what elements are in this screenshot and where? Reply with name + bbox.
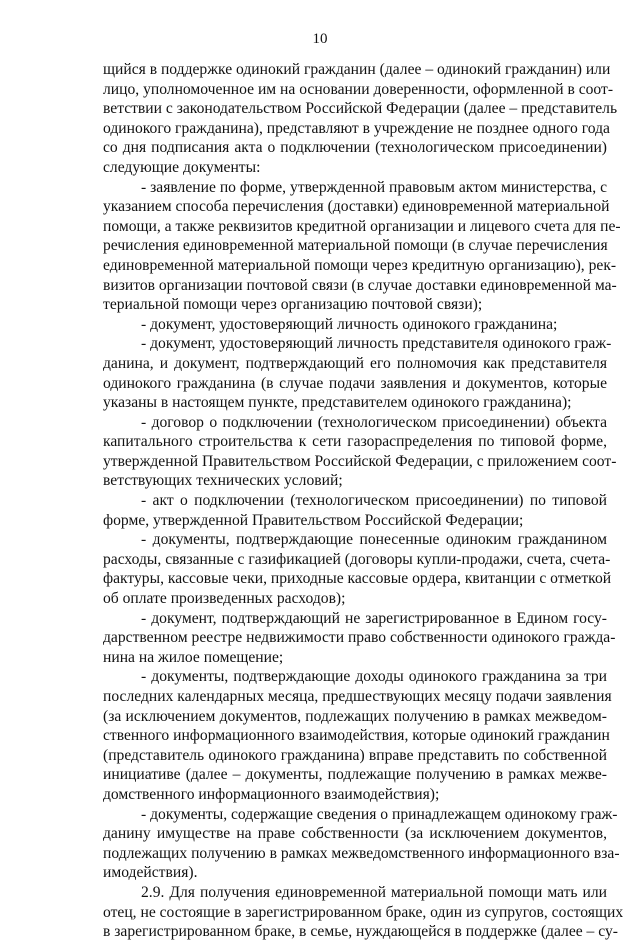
text-line: указанием способа перечисления (доставки) единовременной материальной <box>103 198 610 216</box>
text-line: в зарегистрированном браке, в семье, нуждающейся в поддержке (далее – су- <box>103 923 618 941</box>
text-line: указаны в настоящем пункте, представителем одинокого гражданина); <box>103 394 572 412</box>
text-line: помощи, а также реквизитов кредитной организации и лицевого счета для пе- <box>103 217 621 235</box>
text-line: (за исключением документов, подлежащих получению в рамках межведом- <box>103 707 607 725</box>
text-line: домственного информационного взаимодействия); <box>103 785 440 803</box>
text-line: ветствии с законодательством Российской Федерации (далее – представитель <box>103 100 618 118</box>
text-line: данина, и документ, подтверждающий его полномочия как представителя <box>103 354 607 372</box>
text-line: следующие документы: <box>103 158 261 176</box>
text-line: расходы, связанные с газификацией (договоры купли-продажи, счета, счета- <box>103 550 611 568</box>
text-line: одинокого гражданина (в случае подачи заявления и документов, которые <box>103 374 607 392</box>
text-line: - договор о подключении (технологическом присоединении) объекта <box>141 413 607 431</box>
text-line: - документ, удостоверяющий личность одинокого гражданина; <box>141 315 558 333</box>
text-line: единовременной материальной помощи через кредитную организацию), рек- <box>103 256 617 274</box>
text-line: данину имуществе на праве собственности (за исключением документов, <box>103 825 607 843</box>
page-number: 10 <box>312 31 328 47</box>
text-line: со дня подписания акта о подключении (технологическом присоединении) <box>103 139 607 157</box>
text-line: - документ, подтверждающий не зарегистрированное в Едином госу- <box>141 609 607 627</box>
text-line: последних календарных месяца, предшествующих месяцу подачи заявления <box>103 688 612 705</box>
text-line: - документ, удостоверяющий личность представителя одинокого граж- <box>141 335 612 353</box>
text-line: имодействия). <box>103 864 198 882</box>
text-line: щийся в поддержке одинокий гражданин (далее – одинокий гражданин) или <box>103 61 611 78</box>
text-line: лицо, уполномоченное им на основании доверенности, оформленной в соот- <box>103 80 614 98</box>
text-line: - документы, содержащие сведения о принадлежащем одинокому граж- <box>141 805 618 823</box>
text-line: - документы, подтверждающие понесенные одиноким гражданином <box>141 531 607 549</box>
text-line: - документы, подтверждающие доходы одинокого гражданина за три <box>141 668 607 686</box>
text-line: ветствующих технических условий; <box>103 472 343 490</box>
text-line: визитов организации почтовой связи (в случае доставки единовременной ма- <box>103 276 617 294</box>
document-body <box>103 60 624 942</box>
text-line: дарственном реестре недвижимости право собственности одинокого гражда- <box>103 629 616 647</box>
text-line: капитального строительства к сети газораспределения по типовой форме, <box>103 433 607 451</box>
text-line: - акт о подключении (технологическом присоединении) по типовой <box>141 492 607 510</box>
text-line: речисления единовременной материальной помощи (в случае перечисления <box>103 237 608 255</box>
text-line: 2.9. Для получения единовременной материальной помощи мать или <box>141 883 607 901</box>
text-line: об оплате произведенных расходов); <box>103 590 346 608</box>
text-line: утвержденной Правительством Российской Федерации, с приложением соот- <box>103 452 617 470</box>
text-line: форме, утвержденной Правительством Российской Федерации; <box>103 511 524 529</box>
text-line: - заявление по форме, утвержденной правовым актом министерства, с <box>141 178 607 196</box>
text-line: нина на жилое помещение; <box>103 648 284 666</box>
text-line: ственного информационного взаимодействия, которые одинокий гражданин <box>103 727 610 745</box>
text-line: фактуры, кассовые чеки, приходные кассовые ордера, квитанции с отметкой <box>103 570 612 588</box>
text-line: одинокого гражданина), представляют в учреждение не позднее одного года <box>103 119 610 137</box>
text-line: подлежащих получению в рамках межведомственного информационного вза- <box>103 844 620 862</box>
text-line: отец, не состоящие в зарегистрированном браке, один из супругов, состоящих <box>103 903 624 921</box>
text-line: (представитель одинокого гражданина) вправе представить по собственной <box>103 746 607 764</box>
text-line: териальной помощи через организацию почтовой связи); <box>103 296 483 314</box>
text-line: инициативе (далее – документы, подлежащие получению в рамках межве- <box>103 766 607 784</box>
